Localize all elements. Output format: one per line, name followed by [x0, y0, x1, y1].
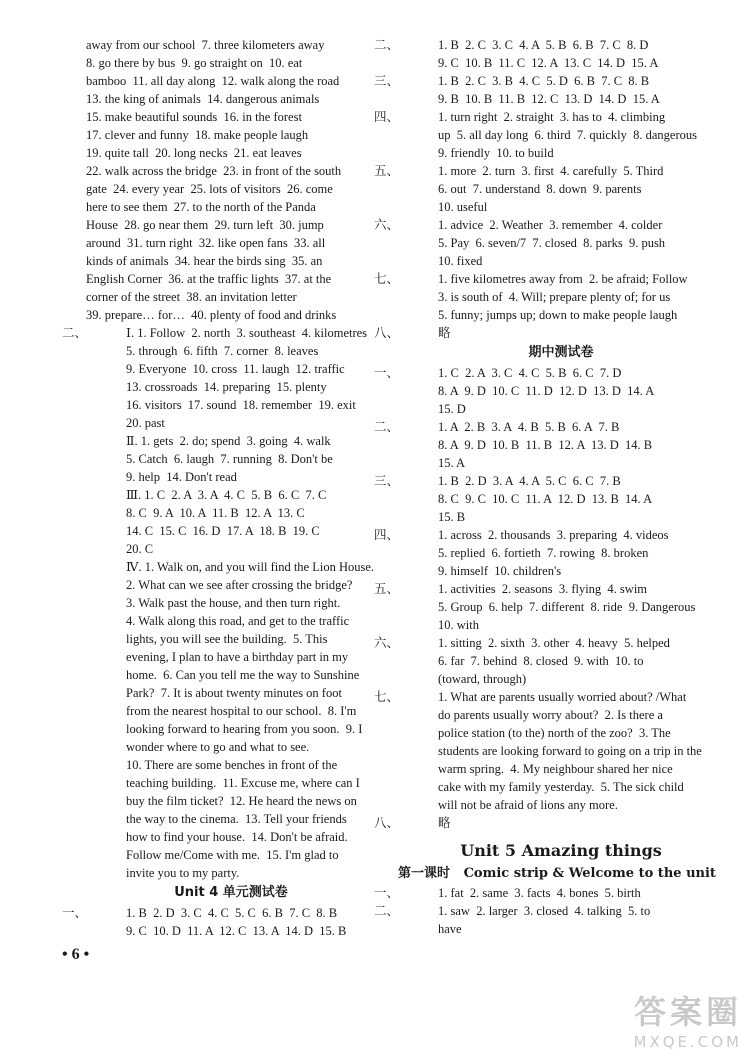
answer-line	[374, 72, 724, 90]
answer-line	[398, 742, 724, 760]
answer-line	[374, 324, 724, 342]
answer-text: looking forward to hearing from you soon. 9. I	[126, 722, 363, 736]
section-marker: 一、	[374, 886, 400, 900]
answer-text: wonder where to go and what to see.	[126, 740, 310, 754]
answer-text: 10. fixed	[438, 254, 483, 268]
answer-text: 2. What can we see after crossing the bridge?	[126, 578, 353, 592]
answer-line	[86, 144, 376, 162]
section-marker: 五、	[374, 582, 400, 596]
answer-text: home. 6. Can you tell me the way to Sunshine	[126, 668, 360, 682]
answer-line	[398, 180, 724, 198]
answer-text: warm spring. 4. My neighbour shared her nice	[438, 762, 673, 776]
answer-text: Follow me/Come with me. 15. I'm glad to	[126, 848, 339, 862]
section-heading	[398, 342, 724, 364]
answer-text: 1. B 2. D 3. A 4. A 5. C 6. C 7. B	[438, 474, 621, 488]
answer-line	[398, 400, 724, 418]
answer-line	[398, 706, 724, 724]
answer-text: 略	[438, 816, 451, 830]
answer-line	[86, 270, 376, 288]
answer-line	[398, 760, 724, 778]
answer-line	[86, 558, 376, 576]
section-marker: 二、	[374, 420, 400, 434]
answer-line	[86, 702, 376, 720]
answer-text: 20. past	[126, 416, 165, 430]
answer-line	[86, 666, 376, 684]
section-heading-text: 期中测试卷	[528, 345, 594, 360]
answer-line	[86, 54, 376, 72]
answer-text: Ⅳ. 1. Walk on, and you will find the Lion House.	[126, 560, 375, 574]
answer-line	[374, 36, 724, 54]
answer-text: how to find your house. 14. Don't be afraid.	[126, 830, 348, 844]
answer-text: 1. What are parents usually worried about? /What	[438, 690, 687, 704]
section-marker: 一、	[374, 366, 400, 380]
answer-text: students are looking forward to going on a trip in the	[438, 744, 702, 758]
answer-text: cake with my family yesterday. 5. The sick child	[438, 780, 684, 794]
answer-text: 20. C	[126, 542, 154, 556]
answer-text: 13. crossroads 14. preparing 15. plenty	[126, 380, 327, 394]
answer-text: 1. B 2. C 3. B 4. C 5. D 6. B 7. C 8. B	[438, 74, 650, 88]
answer-line	[86, 522, 376, 540]
answer-line	[398, 306, 724, 324]
answer-line	[398, 724, 724, 742]
answer-text: away from our school 7. three kilometers away	[86, 38, 325, 52]
answer-line	[86, 648, 376, 666]
answer-line	[86, 450, 376, 468]
left-column	[62, 36, 376, 940]
answer-text: 3. Walk past the house, and then turn right.	[126, 596, 341, 610]
answer-text: 8. A 9. D 10. C 11. D 12. D 13. D 14. A	[438, 384, 655, 398]
answer-text: bamboo 11. all day along 12. walk along the road	[86, 74, 340, 88]
answer-line	[86, 72, 376, 90]
answer-text: 1. sitting 2. sixth 3. other 4. heavy 5. helped	[438, 636, 670, 650]
answer-text: here to see them 27. to the north of the Panda	[86, 200, 316, 214]
answer-line	[86, 306, 376, 324]
section-marker: 三、	[374, 74, 400, 88]
answer-line	[398, 544, 724, 562]
answer-text: 3. is south of 4. Will; prepare plenty of; for us	[438, 290, 671, 304]
section-marker: 一、	[62, 906, 88, 920]
answer-text: around 31. turn right 32. like open fans 33. all	[86, 236, 326, 250]
answer-line	[86, 126, 376, 144]
answer-text: 10. useful	[438, 200, 488, 214]
answer-line	[86, 432, 376, 450]
answer-line	[398, 796, 724, 814]
answer-line	[86, 216, 376, 234]
answer-text: 6. out 7. understand 8. down 9. parents	[438, 182, 642, 196]
answer-line	[374, 902, 724, 920]
answer-text: 9. C 10. D 11. A 12. C 13. A 14. D 15. B	[126, 924, 347, 938]
answer-text: Ⅱ. 1. gets 2. do; spend 3. going 4. walk	[126, 434, 331, 448]
answer-text: 17. clever and funny 18. make people laugh	[86, 128, 309, 142]
section-marker: 二、	[62, 326, 88, 340]
answer-text: do parents usually worry about? 2. Is there a	[438, 708, 663, 722]
lesson-title	[398, 864, 724, 884]
answer-line	[374, 688, 724, 706]
answer-line	[374, 634, 724, 652]
answer-text: 9. B 10. B 11. B 12. C 13. D 14. D 15. A	[438, 92, 660, 106]
answer-line	[86, 198, 376, 216]
section-marker: 四、	[374, 110, 400, 124]
answer-line	[374, 580, 724, 598]
answer-line	[374, 884, 724, 902]
section-marker: 四、	[374, 528, 400, 542]
answer-text: up 5. all day long 6. third 7. quickly 8. dangerous	[438, 128, 697, 142]
answer-text: Ⅲ. 1. C 2. A 3. A 4. C 5. B 6. C 7. C	[126, 488, 327, 502]
answer-text: lights, you will see the building. 5. This	[126, 632, 328, 646]
answer-line	[398, 288, 724, 306]
answer-text: 8. C 9. C 10. C 11. A 12. D 13. B 14. A	[438, 492, 653, 506]
answer-text: 39. prepare… for… 40. plenty of food and drinks	[86, 308, 337, 322]
section-marker: 二、	[374, 38, 400, 52]
answer-text: evening, I plan to have a birthday part in my	[126, 650, 349, 664]
answer-text: 5. Group 6. help 7. different 8. ride 9. Dangerous	[438, 600, 696, 614]
answer-text: 14. C 15. C 16. D 17. A 18. B 19. C	[126, 524, 320, 538]
section-marker: 七、	[374, 690, 400, 704]
answer-text: 22. walk across the bridge 23. in front of the south	[86, 164, 342, 178]
answer-line	[86, 90, 376, 108]
answer-line	[86, 630, 376, 648]
answer-text: 10. with	[438, 618, 479, 632]
answer-line	[86, 540, 376, 558]
answer-line	[86, 486, 376, 504]
answer-text: 5. funny; jumps up; down to make people laugh	[438, 308, 678, 322]
answer-line	[398, 126, 724, 144]
answer-line	[86, 594, 376, 612]
watermark-top: 答案圈	[633, 993, 742, 1031]
answer-line	[86, 504, 376, 522]
answer-text: 10. There are some benches in front of the	[126, 758, 338, 772]
unit-title	[398, 838, 724, 864]
answer-line	[398, 616, 724, 634]
answer-text: 6. far 7. behind 8. closed 9. with 10. to	[438, 654, 644, 668]
answer-line	[62, 904, 376, 922]
section-heading	[86, 882, 376, 904]
answer-line	[86, 288, 376, 306]
answer-line	[86, 792, 376, 810]
answer-line	[86, 922, 376, 940]
watermark-bottom: MXQE.COM	[633, 1033, 742, 1051]
answer-text: 15. B	[438, 510, 466, 524]
answer-text: have	[438, 922, 462, 936]
answer-text: corner of the street 38. an invitation letter	[86, 290, 297, 304]
answer-line	[86, 612, 376, 630]
answer-text: will not be afraid of lions any more.	[438, 798, 618, 812]
answer-line	[398, 198, 724, 216]
answer-text: 15. A	[438, 456, 466, 470]
answer-line	[86, 162, 376, 180]
answer-line	[398, 144, 724, 162]
answer-line	[398, 778, 724, 796]
answer-line	[374, 814, 724, 832]
answer-line	[398, 652, 724, 670]
answer-text: 16. visitors 17. sound 18. remember 19. exit	[126, 398, 356, 412]
answer-line	[86, 180, 376, 198]
answer-line	[398, 234, 724, 252]
answer-line	[398, 508, 724, 526]
answer-line	[374, 472, 724, 490]
answer-text: police station (to the) north of the zoo? 3. The	[438, 726, 671, 740]
answer-text: from the nearest hospital to our school. 8. I'm	[126, 704, 357, 718]
answer-text: 9. himself 10. children's	[438, 564, 562, 578]
answer-line	[398, 454, 724, 472]
answer-line	[398, 90, 724, 108]
watermark-logo	[634, 987, 743, 1051]
answer-line	[62, 324, 376, 342]
answer-line	[374, 216, 724, 234]
answer-line	[86, 342, 376, 360]
answer-line	[398, 490, 724, 508]
answer-text: 9. help 14. Don't read	[126, 470, 237, 484]
answer-text: 8. go there by bus 9. go straight on 10. eat	[86, 56, 303, 70]
answer-text: 1. five kilometres away from 2. be afraid; Follow	[438, 272, 688, 286]
answer-text: gate 24. every year 25. lots of visitors 26. come	[86, 182, 333, 196]
answer-line	[398, 252, 724, 270]
answer-text: 4. Walk along this road, and get to the traffic	[126, 614, 350, 628]
answer-text: 15. make beautiful sounds 16. in the forest	[86, 110, 302, 124]
answer-line	[86, 414, 376, 432]
answer-line	[86, 756, 376, 774]
answer-text: 1. saw 2. larger 3. closed 4. talking 5. to	[438, 904, 651, 918]
answer-text: House 28. go near them 29. turn left 30. jump	[86, 218, 324, 232]
answer-line	[398, 436, 724, 454]
answer-line	[374, 270, 724, 288]
answer-line	[86, 108, 376, 126]
answer-line	[398, 382, 724, 400]
answer-line	[86, 774, 376, 792]
unit-title-text: Unit 5 Amazing things	[460, 841, 662, 860]
answer-line	[86, 846, 376, 864]
answer-line	[86, 720, 376, 738]
answer-text: kinds of animals 34. hear the birds sing 35. an	[86, 254, 323, 268]
answer-line	[86, 810, 376, 828]
answer-text: Ⅰ. 1. Follow 2. north 3. southeast 4. kilometres	[126, 326, 368, 340]
answer-line	[374, 418, 724, 436]
answer-text: 略	[438, 326, 451, 340]
answer-text: 9. Everyone 10. cross 11. laugh 12. traffic	[126, 362, 345, 376]
answer-line	[86, 234, 376, 252]
answer-text: invite you to my party.	[126, 866, 240, 880]
answer-text: 5. Pay 6. seven/7 7. closed 8. parks 9. push	[438, 236, 666, 250]
answer-text: 15. D	[438, 402, 466, 416]
answer-line	[374, 108, 724, 126]
answer-text: 5. Catch 6. laugh 7. running 8. Don't be	[126, 452, 333, 466]
answer-text: English Corner 36. at the traffic lights 37. at the	[86, 272, 332, 286]
answer-line	[86, 738, 376, 756]
answer-text: 1. C 2. A 3. C 4. C 5. B 6. C 7. D	[438, 366, 622, 380]
answer-line	[374, 364, 724, 382]
answer-line	[398, 54, 724, 72]
section-heading-text: Unit 4 单元测试卷	[174, 885, 288, 900]
answer-text: 9. C 10. B 11. C 12. A 13. C 14. D 15. A	[438, 56, 659, 70]
answer-line	[374, 162, 724, 180]
answer-text: 1. B 2. C 3. C 4. A 5. B 6. B 7. C 8. D	[438, 38, 649, 52]
answer-text: 8. C 9. A 10. A 11. B 12. A 13. C	[126, 506, 305, 520]
answer-text: 5. replied 6. fortieth 7. rowing 8. broken	[438, 546, 649, 560]
answer-text: (toward, through)	[438, 672, 527, 686]
answer-text: 1. A 2. B 3. A 4. B 5. B 6. A 7. B	[438, 420, 620, 434]
answer-text: buy the film ticket? 12. He heard the news on	[126, 794, 357, 808]
answer-line	[86, 360, 376, 378]
answer-line	[398, 670, 724, 688]
answer-line	[86, 684, 376, 702]
answer-text: 1. turn right 2. straight 3. has to 4. climbing	[438, 110, 666, 124]
answer-text: 1. fat 2. same 3. facts 4. bones 5. birth	[438, 886, 641, 900]
answer-line	[398, 562, 724, 580]
section-marker: 六、	[374, 218, 400, 232]
answer-text: 1. more 2. turn 3. first 4. carefully 5. Third	[438, 164, 664, 178]
section-marker: 三、	[374, 474, 400, 488]
answer-text: teaching building. 11. Excuse me, where can I	[126, 776, 360, 790]
section-marker: 八、	[374, 326, 400, 340]
page-number: • 6 •	[62, 946, 90, 963]
answer-text: 13. the king of animals 14. dangerous animals	[86, 92, 320, 106]
answer-line	[86, 396, 376, 414]
section-marker: 六、	[374, 636, 400, 650]
right-column	[374, 36, 724, 938]
answer-line	[86, 468, 376, 486]
answer-text: 19. quite tall 20. long necks 21. eat leaves	[86, 146, 302, 160]
answer-text: 8. A 9. D 10. B 11. B 12. A 13. D 14. B	[438, 438, 653, 452]
answer-line	[398, 598, 724, 616]
section-marker: 五、	[374, 164, 400, 178]
answer-text: 1. B 2. D 3. C 4. C 5. C 6. B 7. C 8. B	[126, 906, 338, 920]
answer-line	[398, 920, 724, 938]
answer-text: 1. activities 2. seasons 3. flying 4. swim	[438, 582, 648, 596]
answer-line	[86, 252, 376, 270]
answer-text: 1. across 2. thousands 3. preparing 4. videos	[438, 528, 669, 542]
answer-line	[86, 576, 376, 594]
answer-line	[86, 864, 376, 882]
answer-line	[374, 526, 724, 544]
answer-text: 1. advice 2. Weather 3. remember 4. colder	[438, 218, 663, 232]
answer-text: 9. friendly 10. to build	[438, 146, 554, 160]
lesson-title-text: 第一课时 Comic strip & Welcome to the unit	[398, 866, 716, 881]
section-marker: 二、	[374, 904, 400, 918]
answer-text: Park? 7. It is about twenty minutes on foot	[126, 686, 342, 700]
answer-line	[86, 36, 376, 54]
answer-text: 5. through 6. fifth 7. corner 8. leaves	[126, 344, 319, 358]
section-marker: 八、	[374, 816, 400, 830]
section-marker: 七、	[374, 272, 400, 286]
answer-line	[86, 828, 376, 846]
answer-text: the way to the cinema. 13. Tell your friends	[126, 812, 347, 826]
answer-line	[86, 378, 376, 396]
